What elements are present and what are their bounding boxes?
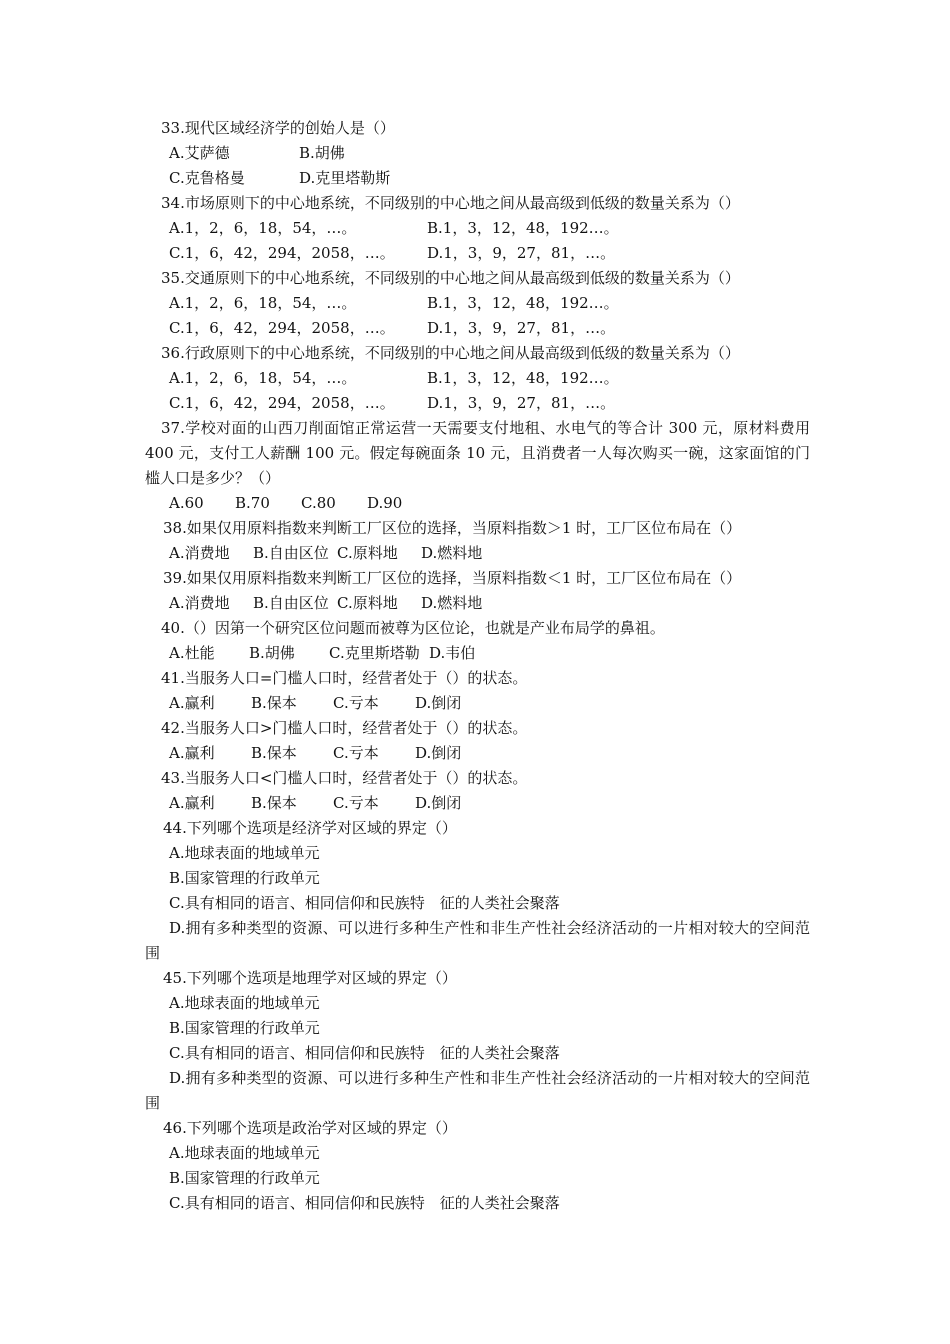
option-list [145, 1141, 810, 1216]
option: A.地球表面的地域单元 [169, 994, 320, 1012]
option: C.80 [301, 494, 336, 512]
option: A.杜能 [169, 644, 215, 662]
option: D.90 [367, 494, 403, 512]
option: B.胡佛 [249, 644, 295, 662]
question-stem: 37.学校对面的山西刀削面馆正常运营一天需要支付地租、水电气的等合计 300 元，原材料费用 400 元，支付工人薪酬 100 元。假定每碗面条 10 元，且消费者一人每次购买一碗，这家面馆的门槛人口是多少？（） [145, 419, 810, 487]
option: B.保本 [251, 794, 297, 812]
option: A.赢利 [169, 744, 215, 762]
option-row [145, 316, 810, 341]
question-stem: 42.当服务人口>门槛人口时，经营者处于（）的状态。 [161, 719, 528, 737]
option: C.克里斯塔勒 [329, 644, 420, 662]
question-stem: 34.市场原则下的中心地系统，不同级别的中心地之间从最高级到低级的数量关系为（） [161, 194, 740, 212]
option: A.1，2，6，18，54，…。 [169, 369, 357, 387]
option: A.1，2，6，18，54，…。 [169, 219, 357, 237]
option: D.拥有多种类型的资源、可以进行多种生产性和非生产性社会经济活动的一片相对较大的空间范围 [145, 919, 810, 962]
option-list [145, 991, 810, 1066]
option: B.保本 [251, 744, 297, 762]
question-stem: 41.当服务人口=门槛人口时，经营者处于（）的状态。 [161, 669, 528, 687]
option: C.亏本 [333, 794, 379, 812]
option: B.70 [235, 494, 270, 512]
question-stem: 46.下列哪个选项是政治学对区域的界定（） [163, 1119, 457, 1137]
question-stem: 45.下列哪个选项是地理学对区域的界定（） [163, 969, 457, 987]
option-row [145, 641, 810, 666]
option: B.1，3，12，48，192…。 [427, 294, 619, 312]
option-row [145, 216, 810, 241]
option: B.胡佛 [299, 144, 345, 162]
question-stem: 40.（）因第一个研究区位问题而被尊为区位论，也就是产业布局学的鼻祖。 [161, 619, 665, 637]
option-row [145, 691, 810, 716]
option: A.赢利 [169, 694, 215, 712]
option: D.克里塔勒斯 [299, 169, 391, 187]
option-row [145, 741, 810, 766]
option: B.国家管理的行政单元 [169, 1169, 320, 1187]
option: A.消费地 [169, 594, 230, 612]
question-stem: 33.现代区域经济学的创始人是（） [161, 119, 395, 137]
option-row [145, 591, 810, 616]
option: A.消费地 [169, 544, 230, 562]
option-row [145, 366, 810, 391]
option: D.1，3，9，27，81，…。 [427, 244, 616, 262]
option: B.1，3，12，48，192…。 [427, 369, 619, 387]
option: B.保本 [251, 694, 297, 712]
option: D.1，3，9，27，81，…。 [427, 319, 616, 337]
option: C.具有相同的语言、相同信仰和民族特 征的人类社会聚落 [169, 1044, 560, 1062]
option: D.1，3，9，27，81，…。 [427, 394, 616, 412]
option: C.具有相同的语言、相同信仰和民族特 征的人类社会聚落 [169, 894, 560, 912]
option-row [145, 166, 810, 191]
option: A.地球表面的地域单元 [169, 1144, 320, 1162]
option: C.1，6，42，294，2058，…。 [169, 244, 395, 262]
option: A.1，2，6，18，54，…。 [169, 294, 357, 312]
option: C.亏本 [333, 694, 379, 712]
option: B.自由区位 [253, 594, 329, 612]
option-row [145, 291, 810, 316]
option: D.韦伯 [429, 644, 476, 662]
option: A.地球表面的地域单元 [169, 844, 320, 862]
option-row [145, 791, 810, 816]
option: B.自由区位 [253, 544, 329, 562]
question-stem: 39.如果仅用原料指数来判断工厂区位的选择，当原料指数＜1 时，工厂区位布局在（） [163, 569, 742, 587]
option: C.原料地 [337, 544, 398, 562]
option: D.倒闭 [415, 694, 462, 712]
question-stem: 36.行政原则下的中心地系统，不同级别的中心地之间从最高级到低级的数量关系为（） [161, 344, 740, 362]
option: D.倒闭 [415, 744, 462, 762]
option: C.原料地 [337, 594, 398, 612]
option: A.60 [169, 494, 204, 512]
option: A.艾萨德 [169, 144, 230, 162]
option: B.1，3，12，48，192…。 [427, 219, 619, 237]
option-row [145, 541, 810, 566]
option: D.拥有多种类型的资源、可以进行多种生产性和非生产性社会经济活动的一片相对较大的空间范围 [145, 1069, 810, 1112]
option: D.燃料地 [421, 544, 483, 562]
question-stem: 43.当服务人口<门槛人口时，经营者处于（）的状态。 [161, 769, 528, 787]
question-stem: 44.下列哪个选项是经济学对区域的界定（） [163, 819, 457, 837]
option: C.亏本 [333, 744, 379, 762]
option: B.国家管理的行政单元 [169, 869, 320, 887]
question-stem: 35.交通原则下的中心地系统，不同级别的中心地之间从最高级到低级的数量关系为（） [161, 269, 740, 287]
option: C.具有相同的语言、相同信仰和民族特 征的人类社会聚落 [169, 1194, 560, 1212]
option: B.国家管理的行政单元 [169, 1019, 320, 1037]
option-row [145, 141, 810, 166]
option-list [145, 841, 810, 916]
option: D.倒闭 [415, 794, 462, 812]
question-list [145, 116, 810, 1216]
question-stem: 38.如果仅用原料指数来判断工厂区位的选择，当原料指数＞1 时，工厂区位布局在（） [163, 519, 742, 537]
option: C.克鲁格曼 [169, 169, 245, 187]
option: C.1，6，42，294，2058，…。 [169, 394, 395, 412]
option: C.1，6，42，294，2058，…。 [169, 319, 395, 337]
option: A.赢利 [169, 794, 215, 812]
option-row [145, 391, 810, 416]
option-row [145, 491, 810, 516]
option-row [145, 241, 810, 266]
option: D.燃料地 [421, 594, 483, 612]
